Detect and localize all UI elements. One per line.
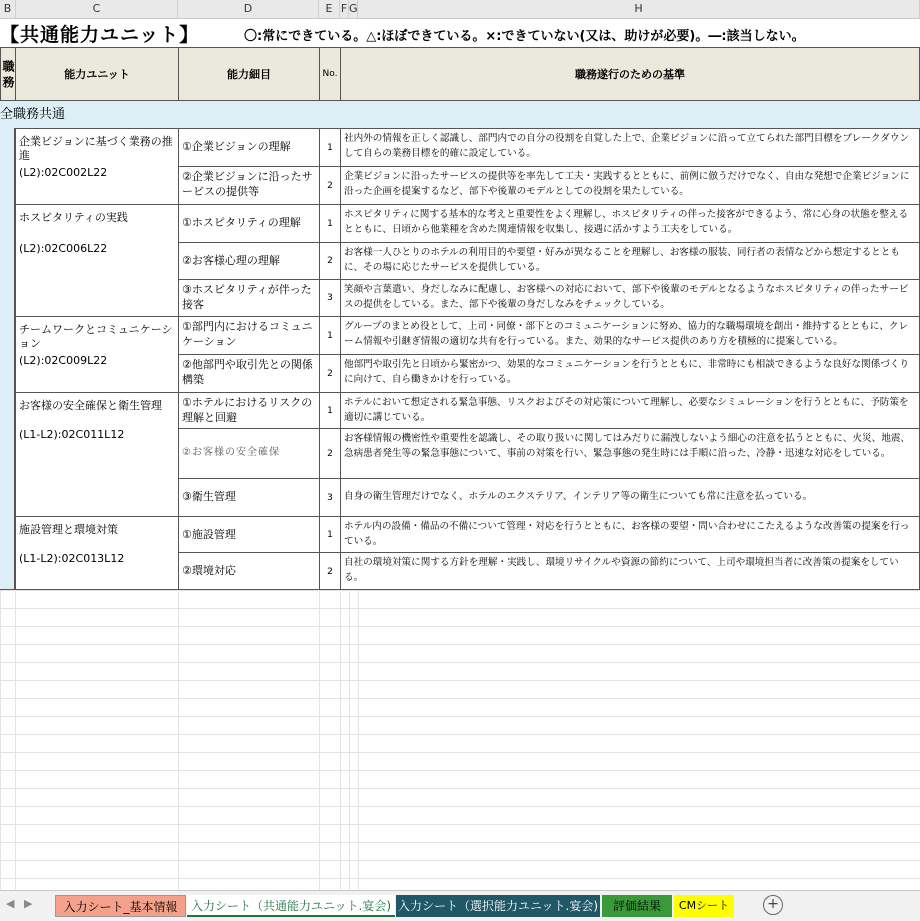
item-cell[interactable]: ②企業ビジョンに沿ったサービスの提供等 (179, 166, 319, 204)
no-cell[interactable]: 1 (320, 204, 340, 242)
item-cell[interactable]: ①部門内におけるコミュニケーション (179, 316, 319, 354)
unit-code-1[interactable]: (L2):02C002L22 (19, 166, 108, 179)
item-cell[interactable]: ②他部門や取引先との関係構築 (179, 354, 319, 392)
unit-code-5[interactable]: (L1-L2):02C013L12 (19, 552, 125, 565)
no-cell[interactable]: 2 (320, 552, 340, 590)
header-criteria: 職務遂行のための基準 (340, 47, 920, 101)
item-cell[interactable]: ①企業ビジョンの理解 (179, 128, 319, 166)
item-cell[interactable]: ②お客様心理の理解 (179, 242, 319, 279)
no-cell[interactable]: 1 (320, 392, 340, 428)
tab-selected-units[interactable]: 入力シート（選択能力ユニット.宴会) (396, 895, 600, 917)
grid-line (178, 590, 179, 890)
no-cell[interactable]: 1 (320, 128, 340, 166)
criteria-cell[interactable]: ホテルにおいて想定される緊急事態、リスクおよびその対応策について理解し、必要なシミュレーションを行うとともに、予防策を適切に講じている。 (341, 392, 919, 428)
grid-line (358, 590, 359, 890)
criteria-cell[interactable]: グループのまとめ役として、上司・同僚・部下とのコミュニケーションに努め、協力的な職場環境を創出・維持するとともに、クレーム情報や引継ぎ情報の適切な共有を行っている。また、効果的なサービス提供のあり方を積極的に提案している。 (341, 316, 919, 354)
no-cell[interactable]: 1 (320, 516, 340, 552)
unit-name-1[interactable]: 企業ビジョンに基づく業務の推進 (16, 128, 178, 166)
criteria-cell[interactable]: 社内外の情報を正しく認識し、部門内での自分の役割を自覚した上で、企業ビジョンに沿って立てられた部門目標をブレークダウンして自らの業務目標を的確に設定している。 (341, 128, 919, 166)
item-cell[interactable]: ①ホテルにおけるリスクの理解と回避 (179, 392, 319, 428)
sheet-title: 【共通能力ユニット】 (0, 24, 200, 46)
column-header-g[interactable]: G (349, 0, 358, 18)
header-job: 職務 (0, 47, 16, 101)
unit-name-4[interactable]: お客様の安全確保と衛生管理 (16, 392, 178, 428)
criteria-cell[interactable]: 企業ビジョンに沿ったサービスの提供等を率先して工夫・実践するとともに、前例に倣うだけでなく、自由な発想で企業ビジョンに沿った企画を提案するなど、部下や後輩のモデルとしての役割を果たしている。 (341, 166, 919, 204)
column-header-f[interactable]: F (340, 0, 349, 18)
tab-evaluation[interactable]: 評価結果 (602, 895, 672, 917)
grid-line (15, 590, 16, 890)
tab-basic-info[interactable]: 入力シート_基本情報 (55, 895, 186, 917)
item-cell[interactable]: ①ホスピタリティの理解 (179, 204, 319, 242)
header-no: No. (319, 47, 341, 101)
item-cell[interactable]: ②環境対応 (179, 552, 319, 590)
grid-line (349, 590, 350, 890)
empty-cells-area[interactable] (0, 590, 920, 890)
criteria-cell[interactable]: 笑顔や言葉遣い、身だしなみに配慮し、お客様への対応において、部下や後輩のモデルとなるようなホスピタリティの伴ったサービスの提供をしている。また、部下や後輩の身だしなみをチェックしている。 (341, 279, 919, 316)
tab-scroll-right-icon[interactable]: ▶ (24, 897, 33, 910)
tab-cm-sheet[interactable]: CMシート (674, 895, 734, 917)
no-cell[interactable]: 3 (320, 478, 340, 516)
no-cell[interactable]: 2 (320, 354, 340, 392)
tab-common-units[interactable]: 入力シート（共通能力ユニット.宴会) (187, 895, 395, 917)
column-header-e[interactable]: E (319, 0, 340, 18)
rating-legend: 〇:常にできている。△:ほぼできている。×:できていない(又は、助けが必要)。―:該当しない。 (244, 29, 805, 44)
section-label: 全職務共通 (0, 107, 66, 122)
unit-code-2[interactable]: (L2):02C006L22 (19, 242, 108, 255)
criteria-cell[interactable]: ホスピタリティに関する基本的な考えと重要性をよく理解し、ホスピタリティの伴った接客ができるよう、常に心身の状態を整えるとともに、日頃から他業種を含めた関連情報を収集し、接遇に活かすよう工夫をしている。 (341, 204, 919, 242)
item-cell[interactable]: ③衛生管理 (179, 478, 319, 516)
grid-line (319, 590, 320, 890)
header-item: 能力細目 (178, 47, 320, 101)
criteria-cell[interactable]: 自身の衛生管理だけでなく、ホテルのエクステリア、インテリア等の衛生についても常に注意を払っている。 (341, 478, 919, 516)
no-cell[interactable]: 2 (320, 242, 340, 279)
header-unit: 能力ユニット (15, 47, 179, 101)
column-header-c[interactable]: C (16, 0, 178, 18)
no-cell[interactable]: 2 (320, 166, 340, 204)
tab-scroll-left-icon[interactable]: ◀ (6, 897, 15, 910)
criteria-cell[interactable]: お客様一人ひとりのホテルの利用目的や要望・好みが異なることを理解し、お客様の服装、同行者の表情などから想定するとともに、その場に応じたサービスを提供している。 (341, 242, 919, 279)
column-header-h[interactable]: H (358, 0, 920, 18)
criteria-cell[interactable]: お客様情報の機密性や重要性を認識し、その取り扱いに関してはみだりに漏洩しないよう細心の注意を払うとともに、火災、地震、急病患者発生等の緊急事態について、事前の対策を行い、緊急事態の発生時には手順に沿った、冷静・迅速な対応をしている。 (341, 428, 919, 478)
sheet-title-row (0, 20, 920, 46)
add-sheet-icon[interactable]: + (763, 895, 783, 915)
criteria-cell[interactable]: 自社の環境対策に関する方針を理解・実践し、環境リサイクルや資源の節約について、上司や環境担当者に改善策の提案をしている。 (341, 552, 919, 590)
unit-name-3[interactable]: チームワークとコミュニケーション (16, 316, 178, 354)
column-header-b[interactable]: B (0, 0, 16, 18)
unit-name-5[interactable]: 施設管理と環境対策 (16, 516, 178, 552)
item-cell[interactable]: ③ホスピタリティが伴った接客 (179, 279, 319, 316)
section-band (0, 101, 920, 128)
criteria-cell[interactable]: ホテル内の設備・備品の不備について管理・対応を行うとともに、お客様の要望・問い合わせにこたえるような改善策の提案を行っている。 (341, 516, 919, 552)
column-header-bar (0, 0, 920, 19)
job-column-strip (0, 128, 15, 590)
no-cell[interactable]: 3 (320, 279, 340, 316)
no-cell[interactable]: 1 (320, 316, 340, 354)
item-cell[interactable]: ②お客様の安全確保 (179, 428, 319, 478)
criteria-cell[interactable]: 他部門や取引先と日頃から緊密かつ、効果的なコミュニケーションを行うとともに、非常時にも相談できるような良好な関係づくりに向けて、自ら働きかけを行っている。 (341, 354, 919, 392)
item-cell[interactable]: ①施設管理 (179, 516, 319, 552)
unit-name-2[interactable]: ホスピタリティの実践 (16, 204, 178, 242)
grid-line (340, 590, 341, 890)
unit-code-4[interactable]: (L1-L2):02C011L12 (19, 428, 125, 441)
column-header-d[interactable]: D (178, 0, 319, 18)
sheet-tab-bar (0, 890, 920, 921)
unit-code-3[interactable]: (L2):02C009L22 (19, 354, 108, 367)
no-cell[interactable]: 2 (320, 428, 340, 478)
